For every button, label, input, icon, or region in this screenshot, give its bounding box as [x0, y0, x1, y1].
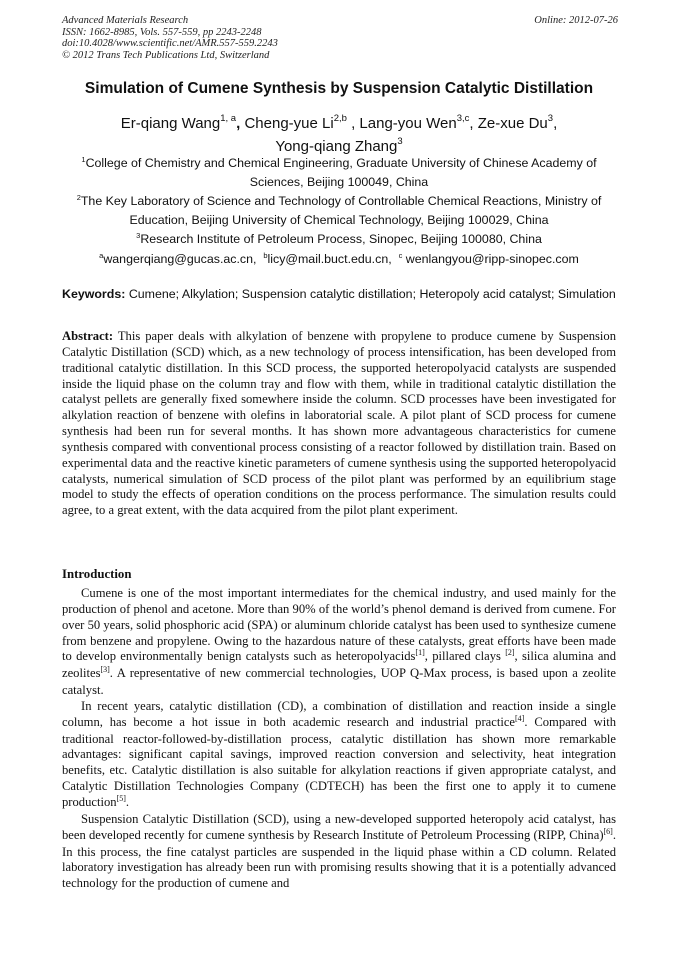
email-line: $^a$wangerqiang@gucas.ac.cn, $^b$licy@mail.buct.edu.cn, $^c$ wenlangyou@ripp-sinopec.com — [99, 251, 579, 266]
online-date: Online: 2012-07-26 — [534, 15, 618, 26]
citation: [5] — [116, 793, 126, 803]
copyright-line: © 2012 Trans Tech Publications Ltd, Switzerland — [62, 49, 270, 61]
journal-header — [62, 15, 618, 61]
author-name: Yong-qiang Zhang — [275, 138, 398, 155]
author-list: Er-qiang Wang$^{1, a}$, Cheng-yue Li$^{2,b}$ , Lang-you Wen$^{3,c}$, Ze-xue Du$^3$, Yong-qiang Zhang$^3$ — [120, 113, 558, 155]
paper-title: Simulation of Cumene Synthesis by Suspension Catalytic Distillation — [84, 80, 594, 97]
journal-name: Advanced Materials Research — [62, 15, 189, 26]
author-name: Cheng-yue Li — [244, 115, 334, 132]
citation: [1] — [415, 648, 425, 658]
paragraph: In recent years, catalytic distillation (CD), a combination of distillation and reaction inside a single column, has become a hot issue in both academic research and industrial practice[4]. Compared with traditional reactor-followed-by-distillation process, catalytic distillation has shown more remarkable advantages: significant capital savings, improved reaction conversion and selectivity, heat integration benefits, etc. Catalytic distillation is also suitable for alkylation reactions if given appropriate catalyst, and Catalytic Distillation Technologies Company (CDTECH) has been the first one to apply it to cumene production[5]. — [62, 698, 617, 809]
abstract — [62, 329, 616, 519]
abstract-text: This paper deals with alkylation of benzene with propylene to produce cumene by Suspension Catalytic Distillation (SCD) which, as a new technology of process intensification, has been developed from traditional catalytic distillation. In this SCD process, the supported heteropolyacid catalysts are suspended inside the liquid phase on the column tray and flow with them, while in traditional catalytic distillation the catalyst pellets are generally fixed somewhere inside the column. SCD processes have been investigated for alkylation reaction of benzene with olefins in laboratorial scale. A pilot plant of SCD process for cumene synthesis had been run for several months. It has shown more advantageous characteristics for cumene synthesis compared with conventional process consisting of a reactor followed by distillation train. Based on experimental data and the reactive kinetic parameters of cumene synthesis using the supported heteropolyacid catalysts, numerical simulation of SCD process of the pilot plant was performed by an equilibrium stage model to study the effects of operation conditions on the process performance. The simulation results could agree, to a great extent, with the data acquired from the pilot plant experiment. — [62, 329, 617, 518]
author-sup: 2,b — [333, 113, 347, 124]
citation: [4] — [515, 713, 525, 723]
email-link[interactable]: licy@mail.buct.edu.cn, — [267, 252, 392, 266]
citation: [2] — [505, 648, 515, 658]
citation: [3] — [100, 665, 110, 675]
author-sup: 3,c — [456, 113, 470, 124]
keywords-text: Cumene; Alkylation; Suspension catalytic distillation; Heteropoly acid catalyst; Simulation — [128, 287, 616, 301]
affiliation-3: $^3$Research Institute of Petroleum Process, Sinopec, Beijing 100080, China — [136, 231, 542, 246]
author-sup: 1, a — [220, 113, 237, 124]
email-link[interactable]: wangerqiang@gucas.ac.cn, — [103, 252, 257, 266]
paragraph: Cumene is one of the most important intermediates for the chemical industry, and used mainly for the production of phenol and acetone. More than 90% of the world’s phenol demand is derived from cumene. For over 50 years, solid phosphoric acid (SPA) or aluminum chloride catalyst has been used to synthesize cumene from benzene and propylene. Owing to the hazardous nature of these catalysts, great efforts have been made to develop environmentally benign catalysts such as heteropolyacids[1], pillared clays [2], silica alumina and zeolites[3]. A representative of new commercial technologies, UOP Q-Max process, is based upon a zeolite catalyst. — [62, 586, 616, 698]
doi-line: doi:10.4028/www.scientific.net/AMR.557-559.2243 — [62, 38, 278, 49]
introduction-body — [62, 586, 616, 892]
paragraph: Suspension Catalytic Distillation (SCD), using a new-developed supported heteropoly acid catalyst, has been developed recently for cumene synthesis by Research Institute of Petroleum Processing (RIPP, China)[6]. In this process, the fine catalyst particles are suspended in the liquid phase within a CD column. Related laboratory investigation has already been run with promising results showing that it is a potentially advanced technology for the production of cumene and — [62, 811, 616, 891]
keywords — [62, 287, 616, 303]
keywords-label: Keywords: — [62, 287, 126, 301]
section-heading: Introduction — [62, 567, 132, 581]
author-sup: 3 — [547, 113, 554, 124]
abstract-label: Abstract: — [62, 329, 114, 343]
author-name: Lang-you Wen — [359, 115, 457, 132]
citation: [6] — [603, 826, 613, 836]
author-sup: 3 — [397, 136, 403, 147]
affiliation-2: $^2$The Key Laboratory of Science and Technology of Controllable Chemical Reactions, Ministry of Education, Beijing University of Chemical Technology, Beijing 100029, China — [76, 193, 602, 227]
affiliation-1: $^1$College of Chemistry and Chemical Engineering, Graduate University of Chinese Academy of Sciences, Beijing 100049, China — [81, 155, 597, 189]
issn-line: ISSN: 1662-8985, Vols. 557-559, pp 2243-2248 — [62, 26, 262, 38]
email-link[interactable]: wenlangyou@ripp-sinopec.com — [405, 252, 579, 266]
author-name: Ze-xue Du — [477, 115, 548, 132]
author-name: Er-qiang Wang — [120, 115, 221, 132]
